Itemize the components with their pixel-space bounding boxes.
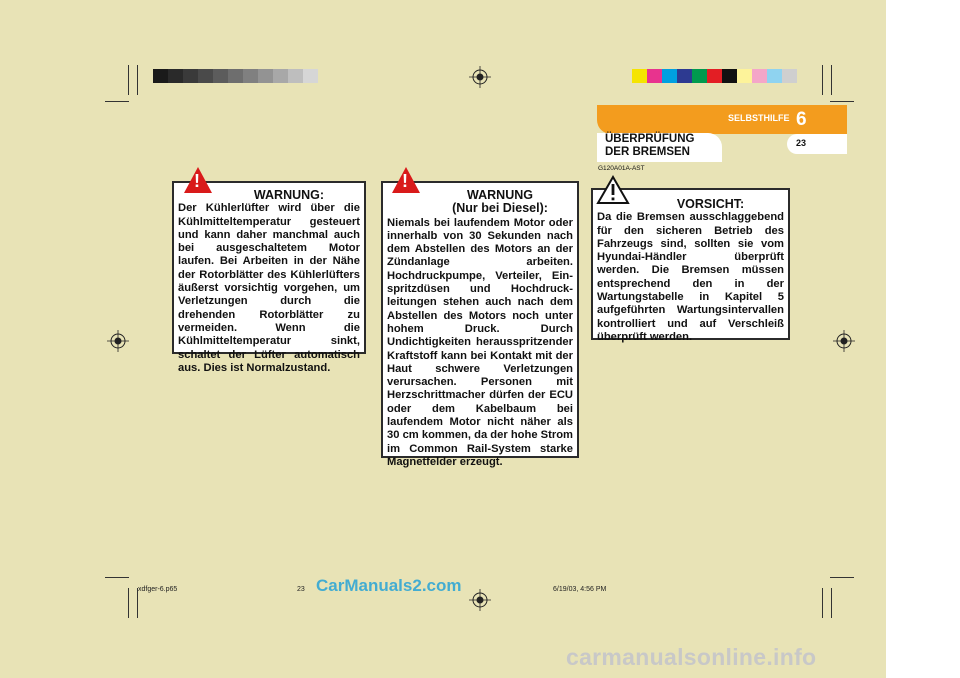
color-swatch [677,69,692,83]
footer-file: xdfger-6.p65 [138,586,178,593]
warning-subtitle: (Nur bei Diesel): [452,201,548,216]
registration-target-icon [469,66,491,88]
warning-triangle-icon: ! [184,167,212,193]
crop-mark [830,101,854,102]
caution-triangle-icon [596,175,630,205]
registration-target-icon [107,330,129,352]
crop-mark [831,65,832,95]
footer-date: 6/19/03, 4:56 PM [553,586,607,593]
grayscale-swatch [213,69,228,83]
grayscale-swatch [198,69,213,83]
warning-body: Der Kühlerlüfter wird über die Kühlmitteltemperatur gesteuert und kann daher manchmal auch bei ausgeschaltetem Motor laufen. Bei Arbeiten in der Nähe der Rotorblätter des Kühlerlüfters äußerst vorsichtig vorgehen, um Verletzungen durch die drehenden Rotorblätter zu vermeiden. Wenn die Kühlmitteltemperatur sinkt, schaltet der Lüfter automatisch aus. Dies ist Normalzustand. [178,202,360,374]
grayscale-swatch [243,69,258,83]
crop-mark [137,65,138,95]
color-swatch [647,69,662,83]
color-swatch [752,69,767,83]
caution-title: VORSICHT: [676,197,745,211]
grayscale-swatch [228,69,243,83]
color-swatch [707,69,722,83]
color-swatch [632,69,647,83]
crop-mark [830,577,854,578]
crop-mark [105,101,129,102]
crop-mark [128,588,129,618]
grayscale-calibration-bar [153,69,318,83]
grayscale-swatch [183,69,198,83]
registration-target-icon [469,589,491,611]
warning-title: WARNUNG: [253,188,325,202]
section-code: G120A01A-AST [598,165,645,172]
section-title-line2: DER BREMSEN [605,146,690,158]
color-swatch [782,69,797,83]
crop-mark [822,65,823,95]
caution-body: Da die Bremsen ausschlaggebend für den sicheren Betrieb des Fahrzeugs sind, sollten sie vom Hyundai-Händler überprüft werden. Die Bremsen müssen entsprechend den in der Wartungstabelle in Kapitel 5 aufgeführten Wartungsintervallen kontrolliert und auf Verschleiß überprüft werden. [597,211,784,343]
footer-page: 23 [297,586,305,593]
warning-box-diesel [381,181,579,468]
warning-triangle-icon: ! [392,167,420,193]
crop-mark [105,577,129,578]
grayscale-swatch [303,69,318,83]
color-calibration-bar [632,69,797,83]
watermark-carmanualsonline: carmanualsonline.info [566,644,817,670]
crop-mark [822,588,823,618]
color-swatch [692,69,707,83]
crop-mark [831,588,832,618]
chapter-header-band [597,105,847,134]
grayscale-swatch [153,69,168,83]
color-swatch [767,69,782,83]
page-number: 23 [796,138,807,148]
color-swatch [722,69,737,83]
grayscale-swatch [288,69,303,83]
section-title-line1: ÜBERPRÜFUNG [605,133,695,145]
caution-box-brakes [591,188,790,343]
warning-box-cooling-fan [172,181,366,374]
grayscale-swatch [258,69,273,83]
registration-target-icon [833,330,855,352]
color-swatch [737,69,752,83]
section-title [605,133,694,159]
grayscale-swatch [273,69,288,83]
watermark-carmanuals: CarManuals2.com [316,576,462,595]
crop-mark [128,65,129,95]
color-swatch [662,69,677,83]
warning-body: Niemals bei laufendem Motor oder innerhalb von 30 Sekunden nach dem Abstellen des Motors an der Zündanlage arbeiten. Hochdruckpumpe, Verteiler, Ein-spritzdüsen und Hochdruck-leitungen stehen auch nach dem Abstellen des Motors noch unter hohem Druck. Durch Undichtigkeiten herausspritzender Kraftstoff kann bei Kontakt mit der Haut schwere Verletzungen verursachen. Personen mit Herzschrittmacher dürfen der ECU oder dem Kabelbaum bei laufendem Motor nicht näher als 30 cm kommen, da der hohe Strom im Common Rail-System starke Magnetfelder erzeugt. [387,216,573,468]
warning-title: WARNUNG [467,188,533,202]
chapter-title: SELBSTHILFE [728,113,790,123]
grayscale-swatch [168,69,183,83]
chapter-number: 6 [796,109,807,130]
